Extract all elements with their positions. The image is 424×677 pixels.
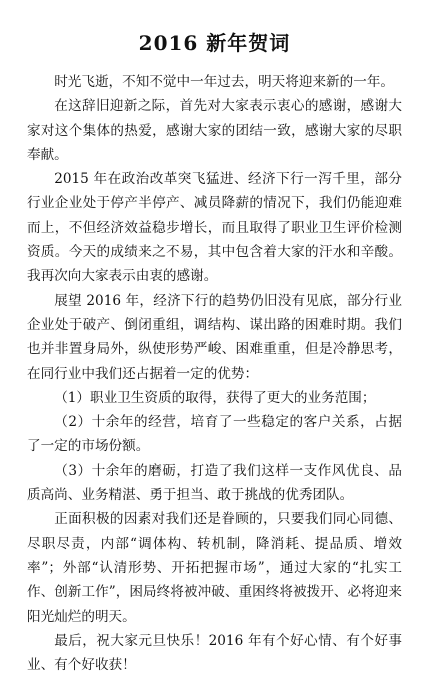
paragraph-positive-factors: 正面积极的因素对我们还是眷顾的，只要我们同心同德、尽职尽责，内部“调体构、转机制，降消耗、提品质、增效率”；外部“认清形势、开拓把握市场”，通过大家的“扎实工作、创新工作”，困局终将被冲破、重困终将被拨开、必将迎来阳光灿烂的明天。 — [27, 511, 402, 625]
paragraph-advantage-2: （2）十余年的经营，培育了一些稳定的客户关系，占据了一定的市场份额。 — [27, 414, 402, 455]
paragraph-closing-wishes: 最后，祝大家元旦快乐！2016 年有个好心情、有个好事业、有个好收获！ — [27, 632, 402, 674]
paragraph-advantage-3: （3）十余年的磨砺，打造了我们这样一支作风优良、品质高尚、业务精湛、勇于担当、敢于挑战的优秀团队。 — [27, 462, 402, 504]
paragraph-advantage-1: （1）职业卫生资质的取得，获得了更大的业务范围； — [54, 389, 376, 406]
paragraph-thanks: 在这辞旧迎新之际，首先对大家表示衷心的感谢，感谢大家对这个集体的热爱，感谢大家的团结一致，感谢大家的尽职奉献。 — [27, 98, 402, 163]
paragraph-opening: 时光飞逝，不知不觉中一年过去，明天将迎来新的一年。 — [54, 74, 395, 90]
paragraph-2015-review: 2015 年在政治改革突飞猛进、经济下行一泻千里，部分行业企业处于停产半停产、减员降薪的情况下，我们仍能迎难而上，不但经济效益稳步增长，而且取得了职业卫生评价检测资质。今天的成绩来之不易，其中包含着大家的汗水和辛酸。我再次向大家表示由衷的感谢。 — [27, 171, 402, 285]
document-title: 2016 新年贺词 — [138, 31, 291, 55]
paragraph-2016-outlook: 展望 2016 年，经济下行的趋势仍旧没有见底，部分行业企业处于破产、倒闭重组，调结构、谋出路的困难时期。我们也并非置身局外，纵使形势严峻、困难重重，但是冷静思考，在同行业中我们还占据着一定的优势： — [27, 292, 402, 382]
